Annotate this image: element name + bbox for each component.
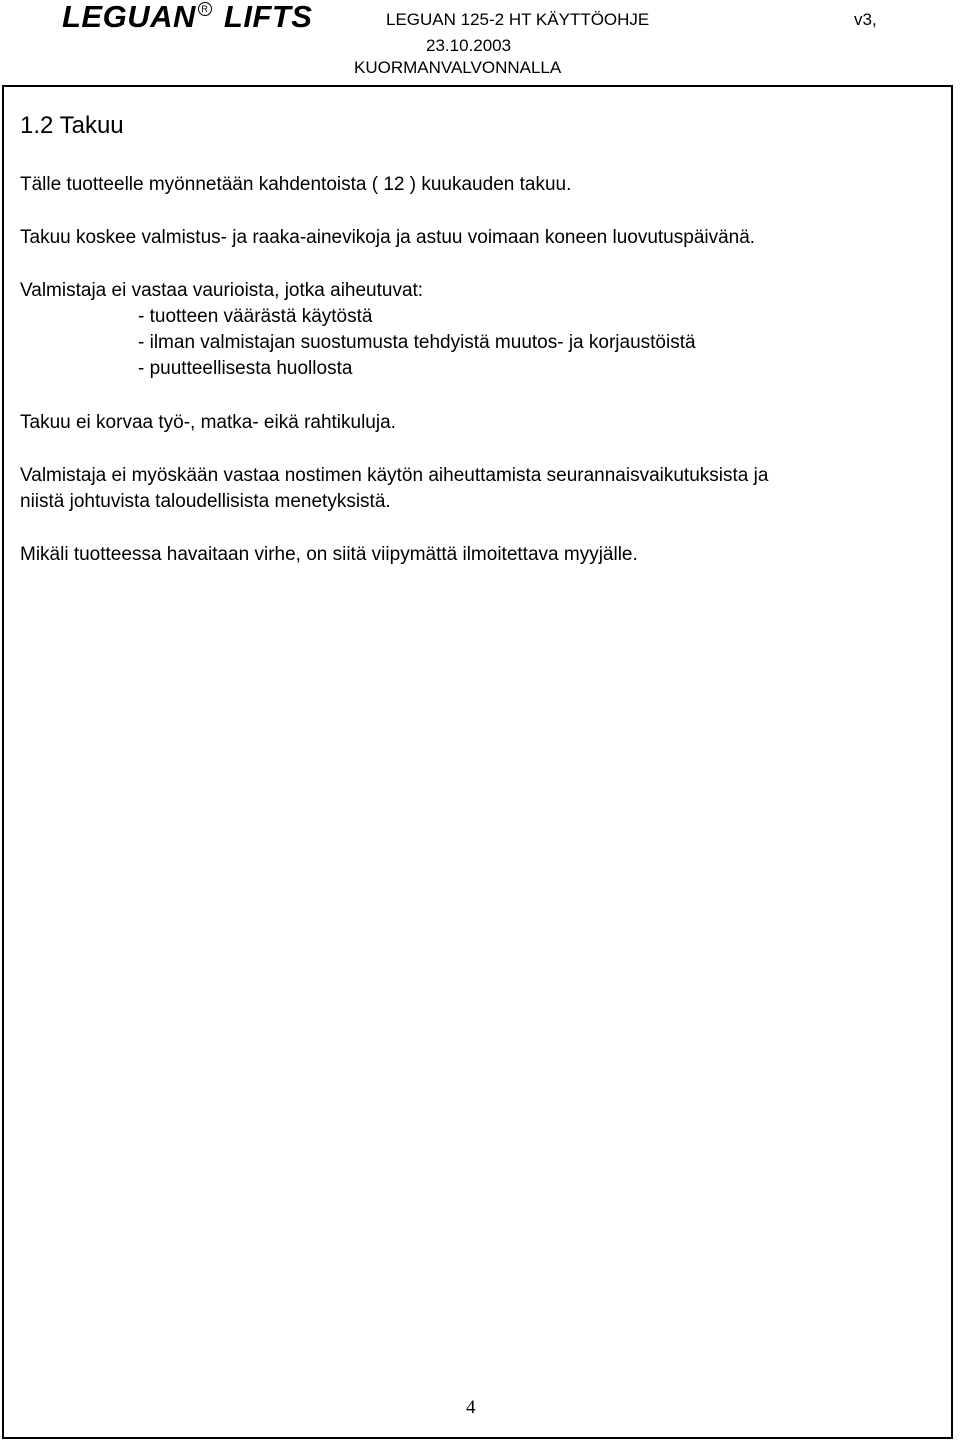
warranty-period-text: Tälle tuotteelle myönnetään kahdentoista ( 12 ) kuukauden takuu.: [20, 174, 572, 195]
registered-mark-icon: R: [198, 2, 212, 16]
document-title: LEGUAN 125-2 HT KÄYTTÖOHJE: [386, 10, 650, 29]
list-item: - tuotteen väärästä käytöstä: [138, 306, 373, 327]
consequential-damages-text-line1: Valmistaja ei myöskään vastaa nostimen käytön aiheuttamista seurannaisvaikutuksista ja: [20, 465, 769, 486]
page-number: 4: [466, 1397, 476, 1418]
liability-intro-text: Valmistaja ei vastaa vaurioista, jotka aiheutuvat:: [20, 280, 424, 301]
document-subtitle: KUORMANVALVONNALLA: [354, 58, 562, 77]
list-item: - ilman valmistajan suostumusta tehdyistä muutos- ja korjaustöistä: [138, 332, 696, 353]
consequential-damages-text-line2: niistä johtuvista taloudellisista menetyksistä.: [20, 491, 391, 512]
logo-suffix: LIFTS: [223, 0, 313, 34]
costs-exclusion-text: Takuu ei korvaa työ-, matka- eikä rahtikuluja.: [20, 412, 396, 433]
logo-brand: LEGUAN: [62, 0, 196, 34]
document-date: 23.10.2003: [426, 36, 512, 55]
warranty-scope-text: Takuu koskee valmistus- ja raaka-ainevikoja ja astuu voimaan koneen luovutuspäivänä.: [20, 227, 756, 248]
document-header: [0, 0, 960, 86]
document-version: v3,: [854, 10, 877, 29]
section-heading: 1.2 Takuu: [20, 112, 124, 139]
list-item: - puutteellisesta huollosta: [138, 358, 353, 379]
leguan-lifts-logo: [62, 0, 313, 34]
defect-notice-text: Mikäli tuotteessa havaitaan virhe, on siitä viipymättä ilmoitettava myyjälle.: [20, 544, 638, 565]
